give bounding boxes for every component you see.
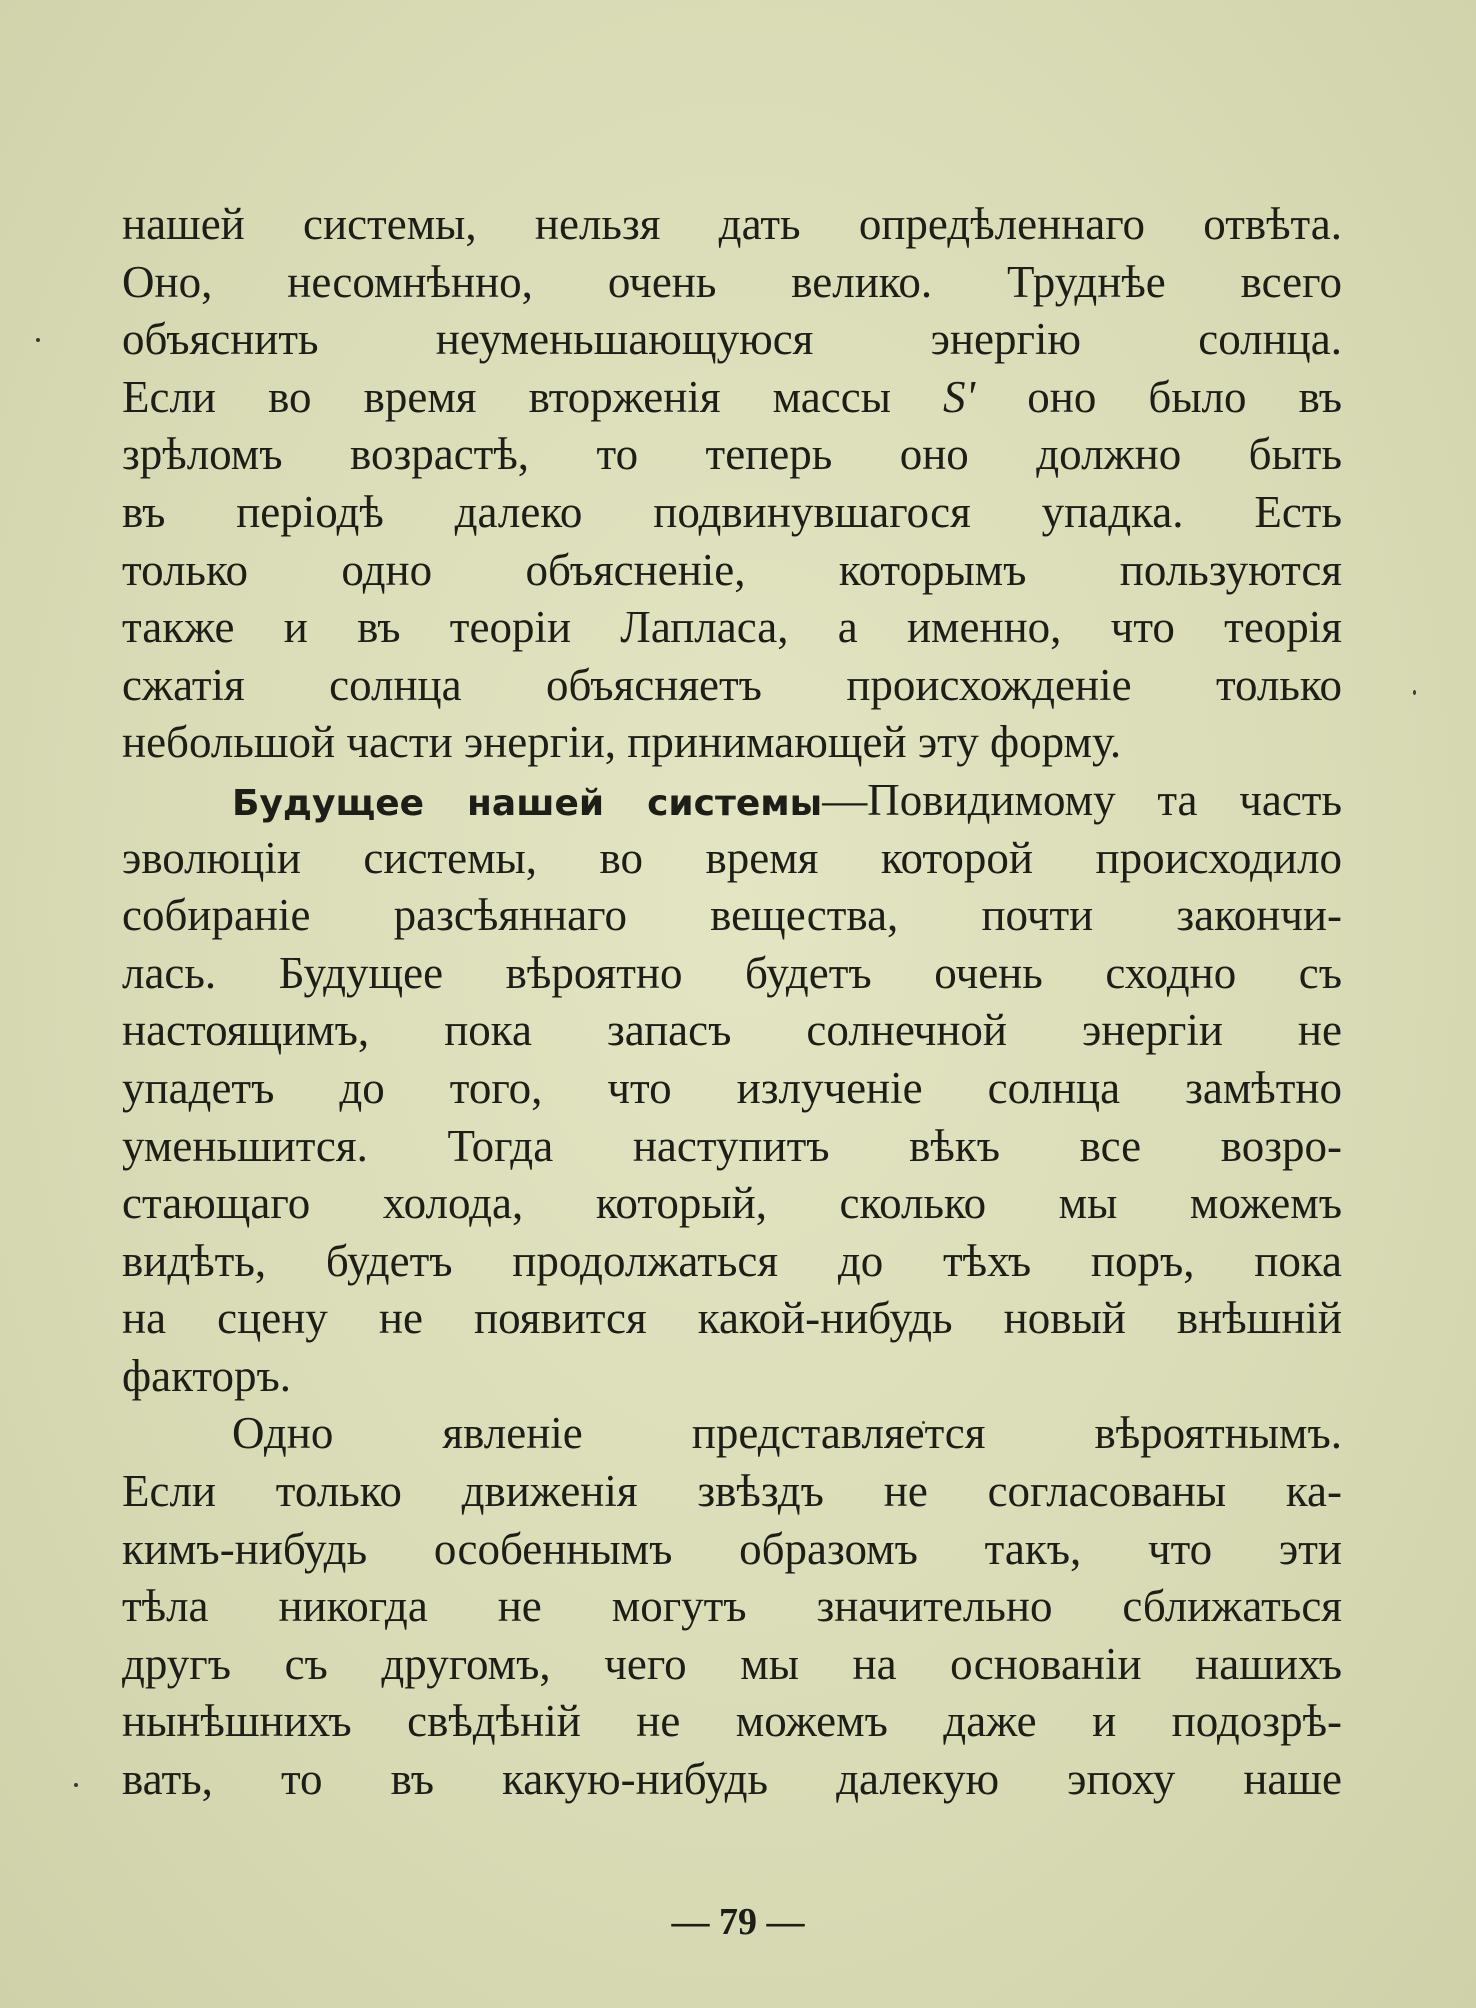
text-line: зрѣломъ возрастѣ, то теперь оно должно быть bbox=[122, 429, 1342, 480]
text-line: Одно явленіе представляется вѣроятнымъ. bbox=[232, 1408, 1342, 1459]
text-line: настоящимъ, пока запасъ солнечной энергіи не bbox=[122, 1005, 1342, 1056]
mass-symbol: S' bbox=[943, 371, 976, 422]
ink-speck bbox=[74, 1783, 78, 1787]
text-line: нашей системы, нельзя дать опредѣленнаго отвѣта. bbox=[122, 199, 1342, 249]
text-line bbox=[122, 369, 1342, 427]
text-line: кимъ-нибудь особеннымъ образомъ такъ, что эти bbox=[122, 1523, 1342, 1574]
text-line: въ періодѣ далеко подвинувшагося упадка. Есть bbox=[122, 486, 1342, 537]
text-line: упадетъ до того, что излученіе солнца замѣтно bbox=[122, 1062, 1342, 1113]
text-segment: —Повидимому та часть bbox=[822, 774, 1342, 825]
text-line bbox=[122, 772, 1342, 830]
text-line: видѣть, будетъ продолжаться до тѣхъ поръ, пока bbox=[122, 1235, 1342, 1286]
text-line: небольшой части энергіи, принимающей эту форму. bbox=[122, 717, 1122, 768]
text-line: сжатія солнца объясняетъ происхожденіе только bbox=[122, 659, 1342, 710]
text-line: вать, то въ какую-нибудь далекую эпоху наше bbox=[122, 1754, 1342, 1805]
ink-speck bbox=[36, 338, 40, 342]
text-line: также и въ теоріи Лапласа, а именно, что теорія bbox=[122, 602, 1342, 653]
page-number: — 79 — bbox=[671, 1901, 805, 1943]
text-line: только одно объясненіе, которымъ пользуются bbox=[122, 544, 1342, 595]
text-segment: Если во время вторженія массы bbox=[122, 371, 891, 422]
text-line: Если только движенія звѣздъ не согласованы ка- bbox=[122, 1466, 1342, 1517]
text-line: другъ съ другомъ, чего мы на основаніи нашихъ bbox=[122, 1638, 1342, 1689]
section-heading: Будущее нашей системы bbox=[232, 782, 823, 824]
text-segment: оно было въ bbox=[1027, 371, 1342, 422]
text-line: объяснить неуменьшающуюся энергію солнца. bbox=[122, 314, 1342, 365]
text-line: эволюціи системы, во время которой происходило bbox=[122, 832, 1342, 883]
body-text bbox=[122, 196, 1342, 1809]
text-line: уменьшится. Тогда наступитъ вѣкъ все возро- bbox=[122, 1120, 1342, 1171]
text-line: Оно, несомнѣнно, очень велико. Труднѣе всего bbox=[122, 256, 1342, 307]
ink-speck bbox=[1413, 690, 1416, 695]
text-line: собираніе разсѣяннаго вещества, почти закончи- bbox=[122, 890, 1342, 941]
text-line: тѣла никогда не могутъ значительно сближаться bbox=[122, 1581, 1342, 1632]
text-line: нынѣшнихъ свѣдѣній не можемъ даже и подозрѣ- bbox=[122, 1696, 1342, 1747]
text-line: на сцену не появится какой-нибудь новый внѣшній bbox=[122, 1293, 1342, 1344]
text-line: стающаго холода, который, сколько мы можемъ bbox=[122, 1178, 1342, 1229]
text-line: лась. Будущее вѣроятно будетъ очень сходно съ bbox=[122, 947, 1342, 998]
text-line: факторъ. bbox=[122, 1350, 291, 1401]
